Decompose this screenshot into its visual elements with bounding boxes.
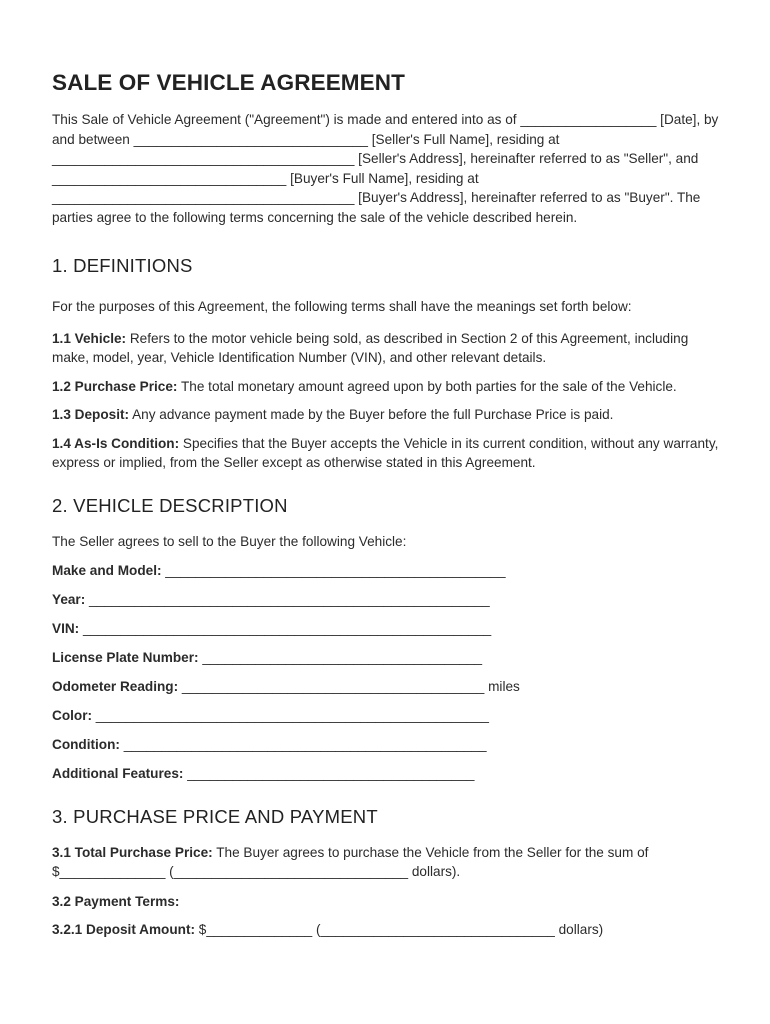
definition-text: Refers to the motor vehicle being sold, as described in Section 2 of this Agreement, including make, model, year, Vehicle Identification Number (VIN), and other relevant details. xyxy=(52,330,689,365)
definition-item xyxy=(52,434,720,473)
field-blank[interactable]: ________________________________________________ xyxy=(119,737,487,752)
total-purchase-price xyxy=(52,843,720,882)
definition-text: Specifies that the Buyer accepts the Vehicle in its current condition, without any warranty, express or implied, from the Seller except as otherwise stated in this Agreement. xyxy=(52,435,719,470)
field-color xyxy=(52,706,720,726)
field-blank[interactable]: _____________________________________ xyxy=(198,650,483,665)
field-additional-features xyxy=(52,764,720,784)
intro-paragraph: This Sale of Vehicle Agreement ("Agreement") is made and entered into as of __________________ [Date], by and between _______________________________ [Seller's Full Name], residing at ________________________________________ [Seller's Address], hereinafter referred to as "Seller", and _______________________________ [Buyer's Full Name], residing at ________________________________________ [Buyer's Address], hereinafter referred to as "Buyer". The parties agree to the following terms concerning the sale of the vehicle described herein. xyxy=(52,112,719,225)
vehicle-intro: The Seller agrees to sell to the Buyer the following Vehicle: xyxy=(52,533,407,549)
field-make-model xyxy=(52,561,720,581)
definition-term: 1.3 Deposit: xyxy=(52,407,130,422)
field-label: Make and Model: xyxy=(52,563,162,578)
field-label: Color: xyxy=(52,708,93,723)
field-blank[interactable]: _____________________________________________ xyxy=(161,563,506,578)
definition-item xyxy=(52,377,720,397)
clause-text: $______________ (_______________________________ dollars) xyxy=(195,922,604,937)
field-blank[interactable]: ______________________________________________________ xyxy=(79,621,492,636)
payment-terms-label: 3.2 Payment Terms: xyxy=(52,893,180,909)
section-heading-vehicle-description: 2. VEHICLE DESCRIPTION xyxy=(52,494,288,516)
section-heading-definitions: 1. DEFINITIONS xyxy=(52,255,193,276)
field-label: VIN: xyxy=(52,621,80,636)
definition-text: The total monetary amount agreed upon by both parties for the sale of the Vehicle. xyxy=(177,378,677,394)
field-label: Additional Features: xyxy=(52,766,184,781)
clause-text: The Buyer agrees to purchase the Vehicle from the Seller for the sum of $______________ (_______________________________ dollars). xyxy=(52,844,649,879)
section-heading-purchase-price: 3. PURCHASE PRICE AND PAYMENT xyxy=(52,805,378,827)
clause-term: 3.2.1 Deposit Amount: xyxy=(52,922,195,937)
clause-term: 3.1 Total Purchase Price: xyxy=(52,844,213,860)
field-odometer xyxy=(52,677,720,697)
definition-text: Any advance payment made by the Buyer before the full Purchase Price is paid. xyxy=(129,407,614,422)
field-label: Condition: xyxy=(52,737,120,752)
deposit-amount xyxy=(52,920,720,940)
document-title: SALE OF VEHICLE AGREEMENT xyxy=(52,70,405,95)
definition-term: 1.4 As-Is Condition: xyxy=(52,435,180,451)
definitions-intro: For the purposes of this Agreement, the following terms shall have the meanings set forth below: xyxy=(52,299,632,314)
field-suffix: miles xyxy=(484,679,520,694)
field-label: Year: xyxy=(52,592,86,607)
field-vin xyxy=(52,619,720,639)
field-year xyxy=(52,590,720,610)
field-license-plate xyxy=(52,648,720,668)
field-condition xyxy=(52,735,720,755)
definition-item xyxy=(52,329,720,368)
field-label: Odometer Reading: xyxy=(52,679,179,694)
definition-item xyxy=(52,405,720,425)
field-label: License Plate Number: xyxy=(52,650,199,665)
vehicle-fields xyxy=(52,561,720,784)
definition-term: 1.1 Vehicle: xyxy=(52,330,127,346)
definition-term: 1.2 Purchase Price: xyxy=(52,378,178,394)
field-blank[interactable]: ______________________________________ xyxy=(183,766,475,781)
field-blank[interactable]: _____________________________________________________ xyxy=(85,592,490,607)
field-blank[interactable]: ____________________________________________________ xyxy=(92,708,489,723)
field-blank[interactable]: ________________________________________ xyxy=(178,679,485,694)
